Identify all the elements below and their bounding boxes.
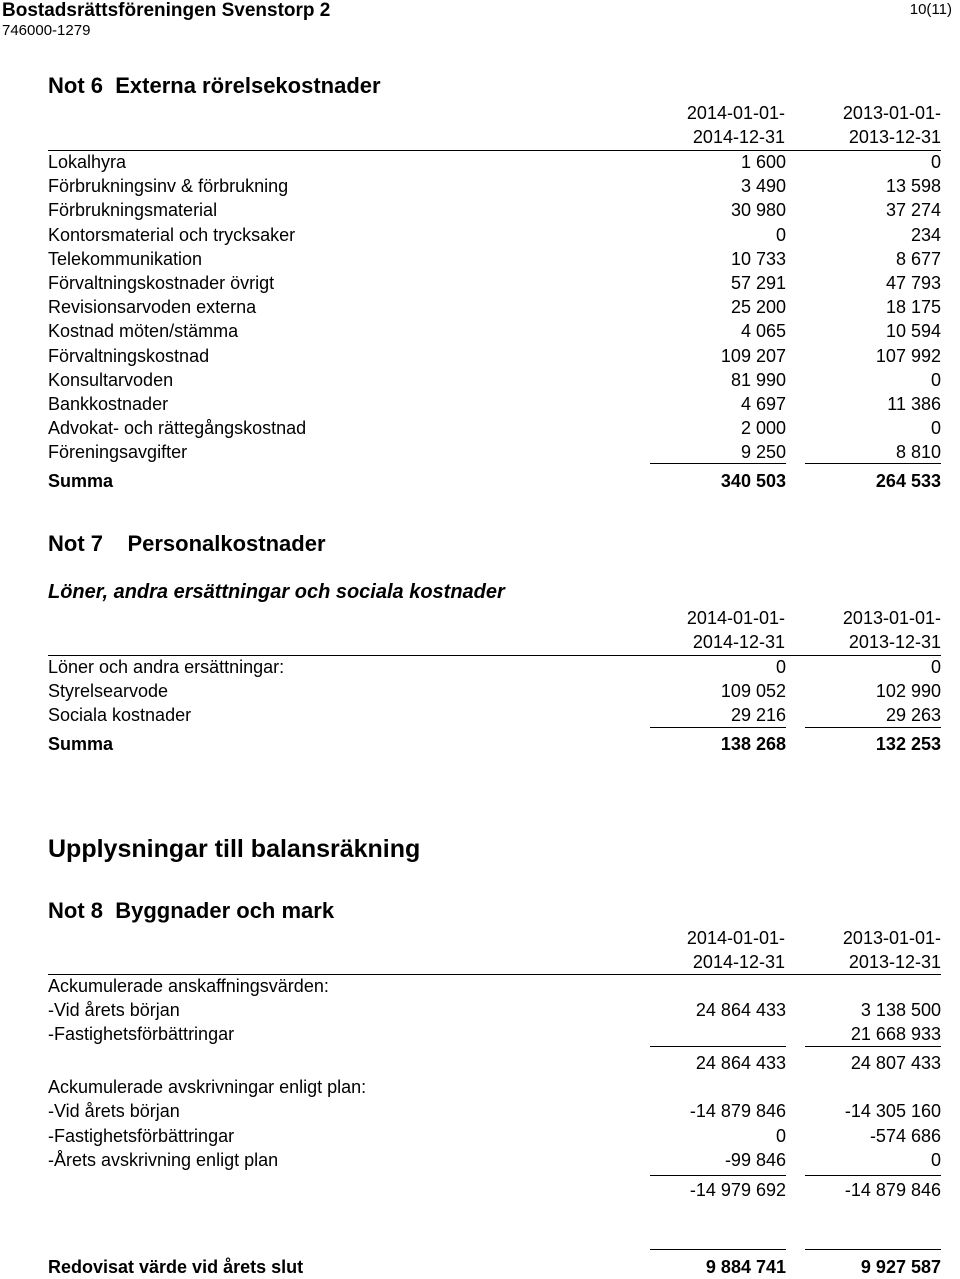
note8-dep-row-current: -99 846	[724, 1150, 786, 1170]
period-prior-end: 2013-12-31	[848, 952, 941, 972]
note6-row-prior: 8 810	[895, 442, 941, 463]
note6-row	[48, 295, 941, 319]
note6-row-label: Förvaltningskostnader övrigt	[48, 273, 275, 293]
note8-acq-row-label: -Fastighetsförbättringar	[48, 1024, 235, 1044]
note6-row-current: 109 207	[720, 345, 786, 366]
note6-row-current: 2 000	[740, 418, 786, 439]
note6-row-label: Kontorsmaterial och trycksaker	[48, 224, 296, 245]
note7-row-current: 109 052	[720, 681, 786, 701]
note6-sum-rule-prior	[805, 463, 941, 464]
note6-row-prior: 10 594	[885, 321, 941, 342]
note6-total-row	[48, 469, 941, 493]
note8-heading	[48, 898, 334, 924]
note8-acq-row	[48, 998, 941, 1022]
note6-heading	[48, 73, 381, 99]
note6-row	[48, 368, 941, 392]
note8-dep-row-current: -14 879 846	[689, 1101, 786, 1121]
period-prior-start: 2013-01-01-	[842, 608, 941, 628]
note7-heading	[48, 531, 326, 557]
note6-row-current: 9 250	[740, 442, 786, 463]
note8-dep-total-row	[48, 1178, 941, 1202]
note6-row-label: Kostnad möten/stämma	[48, 321, 239, 342]
period-current-end: 2014-12-31	[692, 127, 785, 147]
note7-row-current: 0	[775, 657, 786, 677]
note8-dep-row	[48, 1148, 941, 1172]
note8-acq-label: Ackumulerade anskaffningsvärden:	[48, 976, 329, 996]
note7-row-current: 29 216	[730, 705, 786, 725]
note6-row-current: 3 490	[740, 176, 786, 197]
note6-row	[48, 174, 941, 198]
note6-total-current: 340 503	[720, 471, 786, 491]
note8-col-current	[687, 926, 785, 974]
note7-sum-rule-prior	[805, 727, 941, 728]
note7-row-label: Sociala kostnader	[48, 705, 192, 725]
note8-dep-label: Ackumulerade avskrivningar enligt plan:	[48, 1077, 367, 1097]
period-prior-start: 2013-01-01-	[842, 103, 941, 123]
period-current-end: 2014-12-31	[692, 632, 785, 652]
note6-row-label: Lokalhyra	[48, 152, 127, 172]
note8-dep-total-current: -14 979 692	[689, 1180, 786, 1200]
note6-row-label: Förbrukningsinv & förbrukning	[48, 176, 289, 197]
note8-dep-row	[48, 1099, 941, 1123]
note6-row-current: 0	[775, 224, 786, 245]
note6-number: Not 6	[48, 73, 103, 98]
note6-col-current	[687, 101, 785, 149]
note7-row-prior: 102 990	[875, 681, 941, 701]
note7-row	[48, 655, 941, 679]
note6-total-prior: 264 533	[875, 471, 941, 491]
note6-row	[48, 344, 941, 368]
note6-row-current: 4 697	[740, 394, 786, 414]
note6-row-label: Förbrukningsmaterial	[48, 200, 218, 221]
note7-col-current	[687, 606, 785, 654]
note6-row-prior: 8 677	[895, 248, 941, 269]
note6-row	[48, 247, 941, 271]
note8-dep-row-label: -Årets avskrivning enligt plan	[48, 1150, 279, 1170]
note6-row	[48, 150, 941, 174]
note8-book-rule-current	[650, 1249, 786, 1250]
note7-col-prior	[843, 606, 941, 654]
note6-row-label: Telekommunikation	[48, 248, 203, 269]
period-prior-start: 2013-01-01-	[842, 928, 941, 948]
note7-total-current: 138 268	[720, 734, 786, 754]
note8-acq-rule-prior	[805, 1046, 941, 1047]
note8-dep-row-label: -Fastighetsförbättringar	[48, 1125, 235, 1146]
note6-row-prior: 37 274	[885, 200, 941, 221]
note8-book-value-label: Redovisat värde vid årets slut	[48, 1257, 304, 1277]
note6-row-current: 25 200	[730, 297, 786, 318]
period-prior-end: 2013-12-31	[848, 127, 941, 147]
note7-row-label: Löner och andra ersättningar:	[48, 657, 285, 677]
note7-total-row	[48, 732, 941, 756]
note6-row-prior: 0	[930, 369, 941, 390]
note7-total-label: Summa	[48, 734, 114, 754]
note6-row-prior: 0	[930, 152, 941, 172]
page-number: 10(11)	[909, 1, 952, 18]
organization-name: Bostadsrättsföreningen Svenstorp 2	[2, 0, 331, 21]
organization-number: 746000-1279	[2, 22, 91, 39]
note6-row	[48, 319, 941, 343]
note6-row-prior: 13 598	[885, 176, 941, 197]
note8-acq-row-prior: 21 668 933	[850, 1024, 941, 1044]
note6-row-prior: 234	[910, 224, 941, 245]
note7-sum-rule-current	[650, 727, 786, 728]
note8-col-prior	[843, 926, 941, 974]
note6-row-current: 4 065	[740, 321, 786, 342]
note6-row-current: 1 600	[740, 152, 786, 172]
note8-acq-row-prior: 3 138 500	[860, 1000, 941, 1020]
note7-total-prior: 132 253	[875, 734, 941, 754]
note6-sum-rule-current	[650, 463, 786, 464]
note8-dep-row	[48, 1124, 941, 1148]
note6-row	[48, 198, 941, 222]
note8-acq-row-current: 24 864 433	[695, 1000, 786, 1020]
note8-dep-label-row	[48, 1075, 941, 1099]
note8-acq-total-row	[48, 1051, 941, 1075]
period-prior-end: 2013-12-31	[848, 632, 941, 652]
note6-row-current: 30 980	[730, 200, 786, 221]
note6-col-prior	[843, 101, 941, 149]
note8-dep-row-prior: 0	[930, 1150, 941, 1170]
note6-row-prior: 11 386	[887, 394, 941, 414]
note8-dep-rule-prior	[805, 1175, 941, 1176]
note6-row-label: Förvaltningskostnad	[48, 345, 210, 366]
note6-row-prior: 18 175	[885, 297, 941, 318]
note8-acq-label-row	[48, 974, 941, 998]
period-current-start: 2014-01-01-	[686, 103, 785, 123]
period-current-end: 2014-12-31	[692, 952, 785, 972]
note8-acq-total-current: 24 864 433	[695, 1053, 786, 1073]
note8-number: Not 8	[48, 898, 103, 923]
note6-row	[48, 416, 941, 440]
note7-row-label: Styrelsearvode	[48, 681, 169, 701]
period-current-start: 2014-01-01-	[686, 928, 785, 948]
note8-dep-row-prior: -14 305 160	[844, 1101, 941, 1121]
note6-total-label: Summa	[48, 471, 114, 491]
note8-acq-total-prior: 24 807 433	[850, 1053, 941, 1073]
note6-row-current: 57 291	[730, 273, 786, 293]
note7-title: Personalkostnader	[127, 531, 326, 556]
note6-row-current: 81 990	[730, 369, 786, 390]
note6-title: Externa rörelsekostnader	[115, 73, 381, 98]
note8-book-value-current: 9 884 741	[705, 1257, 786, 1277]
note7-row-prior: 29 263	[885, 705, 941, 725]
note8-title: Byggnader och mark	[115, 898, 335, 923]
note8-dep-row-current: 0	[775, 1125, 786, 1146]
note6-row-label: Bankkostnader	[48, 394, 169, 414]
note8-dep-row-label: -Vid årets början	[48, 1101, 180, 1121]
period-current-start: 2014-01-01-	[686, 608, 785, 628]
note8-dep-rule-current	[650, 1175, 786, 1176]
note8-book-value-row	[48, 1255, 941, 1279]
note7-row	[48, 703, 941, 727]
note8-acq-row	[48, 1022, 941, 1046]
note6-row-prior: 107 992	[875, 345, 941, 366]
note6-row	[48, 223, 941, 247]
note7-subtitle: Löner, andra ersättningar och sociala kostnader	[48, 581, 505, 603]
note7-row-prior: 0	[930, 657, 941, 677]
note7-number: Not 7	[48, 531, 103, 556]
note8-book-value-prior: 9 927 587	[860, 1257, 941, 1277]
note7-row	[48, 679, 941, 703]
note8-book-rule-prior	[805, 1249, 941, 1250]
note6-row-prior: 47 793	[885, 273, 941, 293]
note6-row-label: Advokat- och rättegångskostnad	[48, 418, 307, 439]
note8-acq-row-label: -Vid årets början	[48, 1000, 180, 1020]
note8-dep-total-prior: -14 879 846	[844, 1180, 941, 1200]
note6-row-prior: 0	[930, 418, 941, 439]
note6-row	[48, 440, 941, 464]
note6-row-label: Revisionsarvoden externa	[48, 297, 257, 318]
note6-row-current: 10 733	[730, 248, 786, 269]
note6-row-label: Föreningsavgifter	[48, 442, 188, 463]
note6-row-label: Konsultarvoden	[48, 369, 174, 390]
note8-dep-row-prior: -574 686	[869, 1125, 941, 1146]
note6-row	[48, 271, 941, 295]
balance-sheet-heading: Upplysningar till balansräkning	[48, 835, 421, 863]
note6-row	[48, 392, 941, 416]
note8-acq-rule-current	[650, 1046, 786, 1047]
